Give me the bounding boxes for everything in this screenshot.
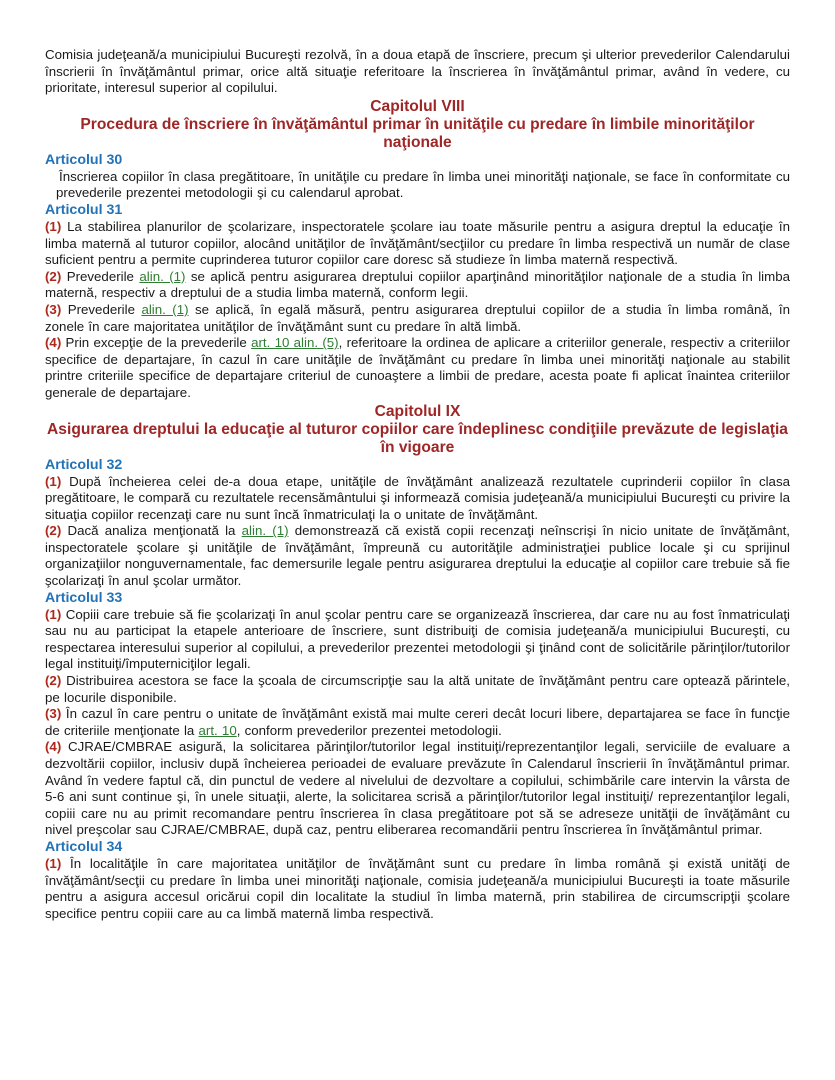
paragraph-marker: (1) [45,855,62,871]
article-31-heading: Articolul 31 [45,201,123,218]
paragraph-marker: (2) [45,523,62,539]
paragraph-text: Prin excepţie de la prevederile [61,335,252,351]
paragraph-text: Dacă analiza menţionată la [61,523,242,539]
article-32-heading: Articolul 32 [45,456,123,473]
link-art-10-alin-5[interactable]: art. 10 alin. (5) [251,335,339,351]
paragraph-marker: (1) [45,218,62,234]
article-31-paragraph-2 [45,269,790,302]
article-34-paragraph-1 [45,856,790,922]
article-33-paragraph-4 [45,739,790,839]
chapter-8-title: Capitolul VIII [370,97,465,115]
link-alin-1[interactable]: alin. (1) [139,268,186,284]
article-31-paragraph-4 [45,335,790,401]
paragraph-marker: (4) [45,335,62,351]
paragraph-text: În localităţile în care majoritatea unităţilor de învăţământ sunt cu predare în limba română şi există unităţi de învăţământ/secţii cu predare în limba unei minorităţi naţionale, comisia judeţeană/a municipiului Bucureşti ia toate măsurile pentru a asigura accesul oricărui copil din localitate la studiul în limba maternă, prin stabilirea de circumscripţii şcolare specifice pentru copiii care au ca limbă maternă limba respectivă. [45,855,790,921]
link-art-10[interactable]: art. 10 [198,722,237,738]
paragraph-text: Prevederile [61,301,142,317]
paragraph-text: Prevederile [61,268,140,284]
article-32-paragraph-2 [45,523,790,589]
paragraph-marker: (1) [45,473,62,489]
paragraph-text: Copiii care trebuie să fie şcolarizaţi în anul şcolar pentru care se organizează înscrierea, dar care nu au fost înmatriculaţi sau nu au participat la etapele anterioare de înscriere, sunt distribuiţi de comisia judeţeană/a municipiului Bucureşti, cu respectarea interesului superior al copilului, a prevederilor prezentei metodologii şi ţinând cont de solicitările părinţilor/tutorilor legal instituiţi/împuterniciţilor legali. [45,606,790,672]
article-33-paragraph-2 [45,673,790,706]
paragraph-marker: (2) [45,673,62,689]
article-31-paragraph-3 [45,302,790,335]
article-33-paragraph-1 [45,607,790,673]
article-31-paragraph-1 [45,219,790,269]
paragraph-marker: (4) [45,739,62,755]
paragraph-text: Distribuirea acestora se face la şcoala de circumscripţie sau la altă unitate de învăţământ pentru care optează părintele, pe locurile disponibile. [45,673,790,705]
paragraph-text: După încheierea celei de-a doua etape, unităţile de învăţământ analizează rezultatele cuprinderii copiilor în clasa pregătitoare, le compară cu rezultatele recensământului şi informează comisia judeţeană/a municipiului Bucureşti cu privire la situaţia copiilor recenzaţi care nu sunt încă înmatriculaţi la o unitate de învăţământ. [45,473,790,522]
article-30-body: Înscrierea copiilor în clasa pregătitoare, în unităţile cu predare în limba unei minorităţi naţionale, se face în conformitate cu prevederile prezentei metodologii şi cu calendarul aprobat. [56,168,790,201]
chapter-9-title: Capitolul IX [374,402,461,420]
paragraph-text: , referitoare la ordinea de aplicare a criteriilor generale, respectiv a criteriilor specifice de departajare, în cazul în care unităţile de învăţământ cu predare în limba unei minorităţi naţionale au stabilit printre criteriile specifice de departajare criteriul de cunoaştere a limbii de predare, acesta poate fi aplicat înaintea criteriilor generale de departajare. [45,335,790,400]
paragraph-marker: (1) [45,606,62,622]
paragraph-marker: (2) [45,268,62,284]
paragraph-marker: (3) [45,706,62,722]
article-34-heading: Articolul 34 [45,838,123,855]
paragraph-text: , conform prevederilor prezentei metodologii. [236,722,502,738]
paragraph-text: CJRAE/CMBRAE asigură, la solicitarea părinţilor/tutorilor legal instituiţi/reprezentanţilor legali, serviciile de evaluare a dezvoltării copiilor, inclusiv după încheierea perioadei de evaluare prevăzute în Calendarul înscrierii în învăţământul primar. Având în vedere faptul că, din punctul de vedere al nivelului de dezvoltare a copilului, schimbările care intervin la vârsta de 5-6 ani sunt continue şi, în unele situaţii, alerte, la solicitarea scrisă a părinţilor/tutorilor legal instituiţi/ reprezentanţilor legali, copiii care nu au primit recomandare pentru înscrierea în clasa pregătitoare pot să se adreseze unităţii de învăţământ cu nivel preşcolar sau CJRAE/CMBRAE, după caz, pentru eliberarea recomandării pentru înscrierea în învăţământul primar. [45,739,790,838]
article-30-heading: Articolul 30 [45,151,123,168]
article-33-paragraph-3 [45,706,790,739]
paragraph-text: demonstrează că există copii recenzaţi neînscrişi în nicio unitate de învăţământ, inspectoratele şcolare şi unităţile de învăţământ, împreună cu autorităţile administraţiei publice locale şi cu sprijinul organizaţiilor nonguvernamentale, fac demersurile legale pentru asigurarea dreptului la educaţie al copiilor care trebuie să fie şcolarizaţi în anul şcolar următor. [45,523,790,589]
link-alin-1[interactable]: alin. (1) [241,523,289,539]
paragraph-text: se aplică pentru asigurarea dreptului copiilor aparţinând minorităţilor naţionale de a studia în limba maternă, respectiv a dreptului de a studia limba maternă, conform legii. [45,268,790,301]
link-alin-1[interactable]: alin. (1) [141,301,189,317]
paragraph-text: La stabilirea planurilor de şcolarizare, inspectoratele şcolare iau toate măsurile pentru a asigura dreptul la educaţie în limba maternă al tuturor copiilor, alocând unităţilor de învăţământ/secţiilor cu predare în limba respectivă un număr de clase suficient pentru a permite cuprinderea tuturor copiilor care doresc să studieze în limba maternă respectivă. [45,218,790,268]
chapter-8-subtitle: Procedura de înscriere în învăţământul primar în unităţile cu predare în limbile minorităţilor naţionale [80,115,755,151]
paragraph-marker: (3) [45,301,62,317]
paragraph-text: În cazul în care pentru o unitate de învăţământ există mai multe cereri decât locuri libere, departajarea se face în funcţie de criteriile menţionate la [45,706,790,738]
article-33-heading: Articolul 33 [45,589,123,606]
article-32-paragraph-1 [45,474,790,524]
chapter-9-subtitle: Asigurarea dreptului la educaţie al tuturor copiilor care îndeplinesc condiţiile prevăzute de legislaţia în vigoare [47,420,788,456]
paragraph-text: se aplică, în egală măsură, pentru asigurarea dreptului copiilor de a studia în limba română, în zonele în care majoritatea unităţilor de învăţământ sunt cu predare în altă limbă. [45,301,790,334]
intro-paragraph: Comisia judeţeană/a municipiului Bucureşti rezolvă, în a doua etapă de înscriere, precum şi ulterior prevederilor Calendarului înscrierii în învăţământul primar, orice altă situaţie referitoare la înscrierea în învăţământul primar, având în vedere, cu prioritate, interesul superior al copilului. [45,47,790,96]
